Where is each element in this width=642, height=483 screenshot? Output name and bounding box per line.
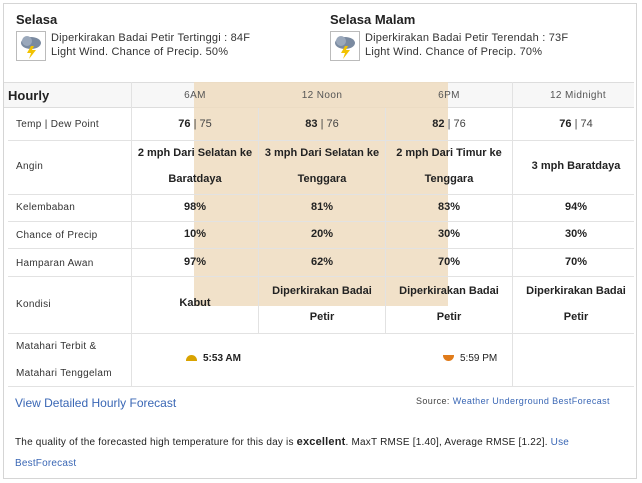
- sunrise-cell: 5:53 AM: [186, 346, 276, 372]
- sunset-icon: [443, 355, 454, 361]
- cloud-cell: 70%: [437, 256, 461, 268]
- temp-cell: 76 | 75: [178, 118, 212, 130]
- night-forecast: [330, 12, 568, 61]
- humidity-cell: 94%: [564, 201, 588, 213]
- row-label-humidity[interactable]: Kelembaban: [16, 202, 76, 213]
- row-label-sun1: Matahari Terbit &: [16, 341, 97, 352]
- day-title: Selasa: [16, 12, 58, 27]
- wind-cell: 2 mph Dari Selatan ke Baratdaya: [137, 147, 253, 185]
- cloud-cell: 70%: [564, 256, 588, 268]
- row-label-precip: Chance of Precip: [16, 230, 98, 241]
- precip-cell: 10%: [183, 228, 207, 240]
- humidity-cell: 81%: [310, 201, 334, 213]
- wind-cell: 3 mph Baratdaya: [531, 160, 621, 172]
- use-link[interactable]: Use: [550, 437, 570, 448]
- time-6pm: 6PM: [438, 90, 460, 101]
- time-midnight: 12 Midnight: [549, 90, 607, 101]
- temp-cell: 76 | 74: [559, 118, 593, 130]
- quality-note: The quality of the forecasted high temperature for this day is excellent. MaxT RMSE [1.40], Average RMSE [1.22]. Use BestForecast: [15, 436, 570, 469]
- wind-cell: 3 mph Dari Selatan ke Tenggara: [264, 147, 380, 185]
- thunderstorm-icon: [330, 31, 360, 61]
- condition-cell: Kabut: [179, 297, 211, 309]
- day-line2: Light Wind. Chance of Precip. 50%: [51, 46, 229, 58]
- wind-cell: 2 mph Dari Timur ke Tenggara: [396, 147, 502, 185]
- source-line: Source: Weather Underground BestForecast: [416, 396, 610, 406]
- hourly-title: Hourly: [8, 88, 50, 103]
- condition-cell: Diperkirakan Badai Petir: [399, 285, 499, 323]
- condition-cell: Diperkirakan Badai Petir: [526, 285, 626, 323]
- cloud-cell: 97%: [183, 256, 207, 268]
- cloud-cell: 62%: [310, 256, 334, 268]
- row-label-temp[interactable]: Temp | Dew Point: [16, 119, 99, 130]
- day-forecast: [16, 12, 250, 61]
- precip-cell: 20%: [310, 228, 334, 240]
- condition-cell: Diperkirakan Badai Petir: [272, 285, 372, 323]
- row-label-cloud: Hamparan Awan: [16, 258, 94, 269]
- sunset-cell: 5:59 PM: [443, 346, 533, 372]
- detailed-hourly-link[interactable]: View Detailed Hourly Forecast: [15, 396, 177, 410]
- day-line1: Diperkirakan Badai Petir Tertinggi : 84F: [51, 32, 251, 44]
- precip-cell: 30%: [437, 228, 461, 240]
- night-line2: Light Wind. Chance of Precip. 70%: [365, 46, 543, 58]
- thunderstorm-icon: [16, 31, 46, 61]
- sunrise-icon: [186, 355, 197, 361]
- temp-cell: 82 | 76: [432, 118, 466, 130]
- bestforecast-link[interactable]: BestForecast: [15, 458, 77, 469]
- time-noon: 12 Noon: [301, 90, 343, 101]
- temp-cell: 83 | 76: [305, 118, 339, 130]
- humidity-cell: 98%: [183, 201, 207, 213]
- night-line1: Diperkirakan Badai Petir Terendah : 73F: [365, 32, 569, 44]
- time-6am: 6AM: [184, 90, 206, 101]
- row-label-sun2: Matahari Tenggelam: [16, 368, 112, 379]
- humidity-cell: 83%: [437, 201, 461, 213]
- precip-cell: 30%: [564, 228, 588, 240]
- row-label-wind: Angin: [16, 161, 44, 172]
- row-label-condition: Kondisi: [16, 299, 51, 310]
- source-link[interactable]: Weather Underground BestForecast: [452, 396, 610, 406]
- night-title: Selasa Malam: [330, 12, 416, 27]
